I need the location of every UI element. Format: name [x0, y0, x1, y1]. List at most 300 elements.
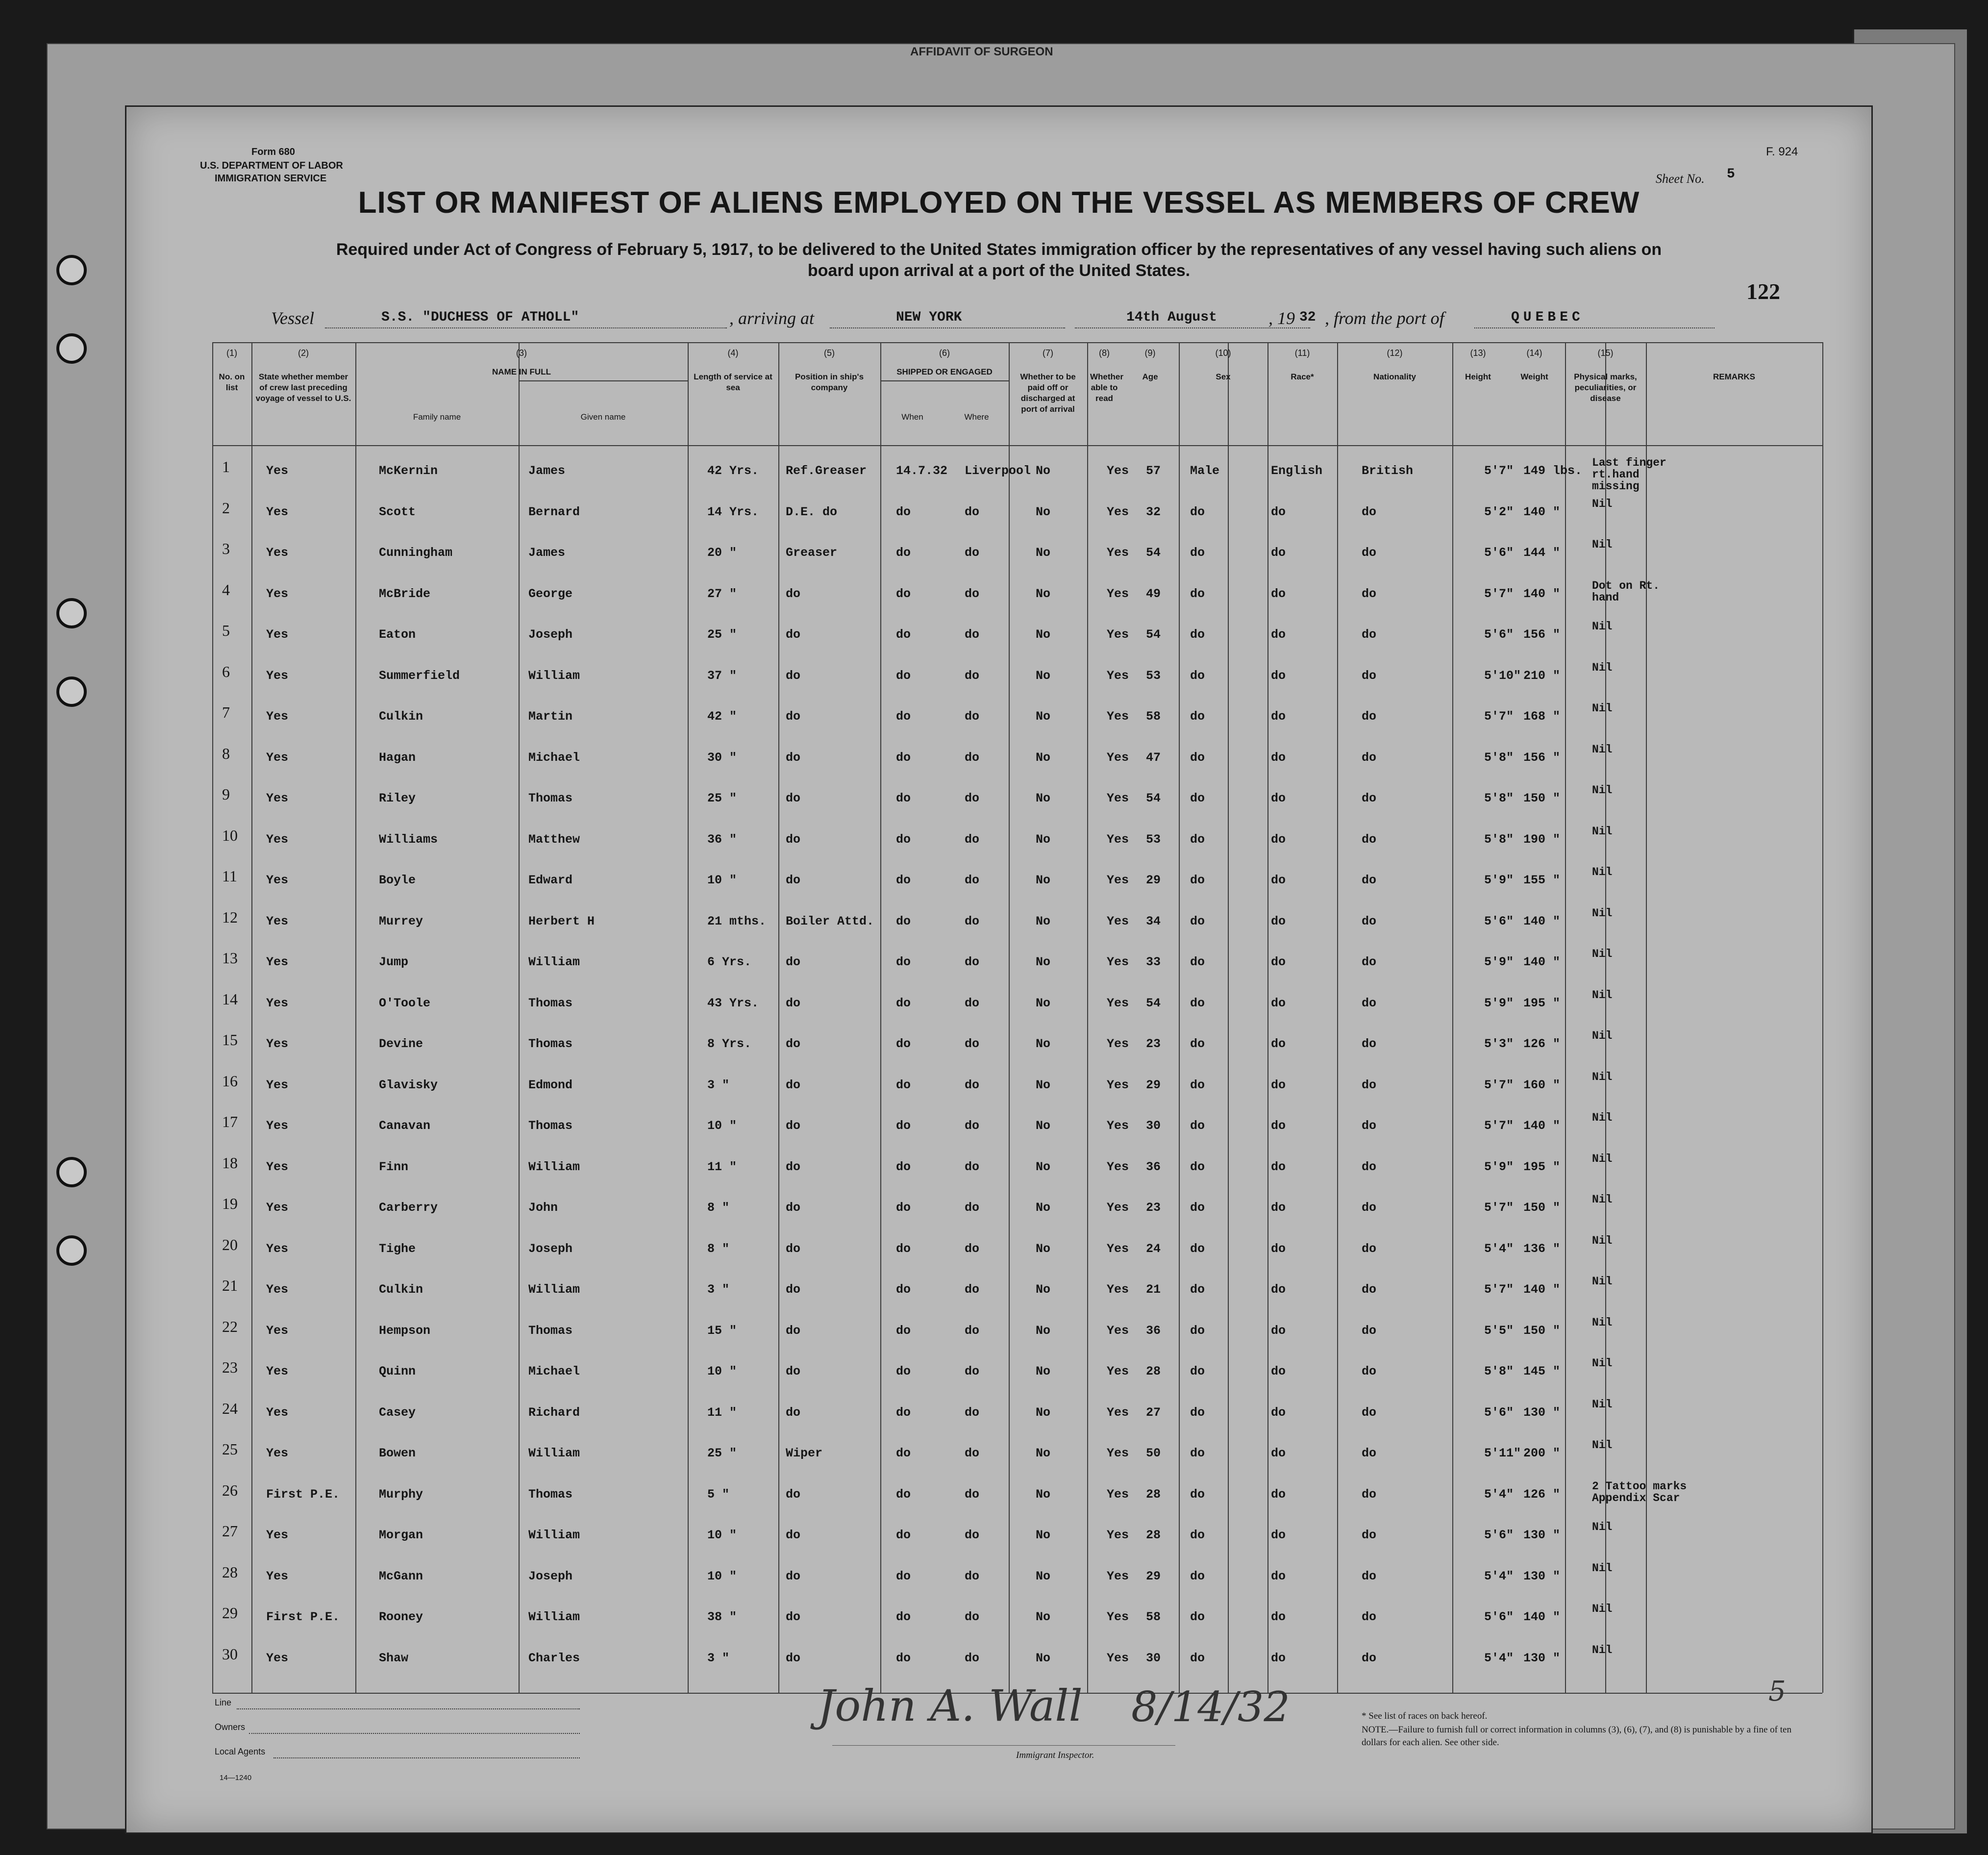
cell-position: do [786, 996, 801, 1010]
cell-where: do [965, 791, 980, 805]
cell-when: do [896, 1610, 911, 1624]
cell-race: do [1271, 586, 1286, 601]
cell-race: do [1271, 1487, 1286, 1502]
ring-hole [56, 1235, 87, 1266]
cell-position: do [786, 1201, 801, 1215]
cell-nationality: do [1362, 1282, 1377, 1297]
cell-race: do [1271, 1446, 1286, 1460]
cell-age: 29 [1146, 873, 1161, 887]
table-column-rule [880, 342, 881, 1693]
cell-position: do [786, 955, 801, 969]
cell-height: 5'9" [1484, 955, 1514, 969]
cell-position: do [786, 1610, 801, 1624]
cell-age: 29 [1146, 1078, 1161, 1092]
cell-nationality: do [1362, 546, 1377, 560]
cell-where: do [965, 668, 980, 683]
cell-when: do [896, 1651, 911, 1665]
department-name: U.S. DEPARTMENT OF LABOR [200, 160, 343, 171]
cell-sex: do [1190, 1569, 1205, 1583]
cell-given: Edmond [528, 1078, 573, 1092]
cell-marks: Nil [1592, 1111, 1613, 1124]
cell-prev: Yes [266, 914, 289, 928]
cell-paid: No [1036, 1282, 1051, 1297]
cell-when: do [896, 1569, 911, 1583]
cell-family: Jump [379, 955, 409, 969]
cell-race: do [1271, 1201, 1286, 1215]
cell-age: 24 [1146, 1241, 1161, 1256]
table-column-rule [1452, 342, 1453, 1693]
cell-weight: 210 " [1523, 668, 1561, 683]
local-agents-field [273, 1756, 580, 1758]
cell-read: Yes [1107, 1037, 1129, 1051]
cell-family: O'Toole [379, 996, 431, 1010]
cell-position: do [786, 873, 801, 887]
cell-height: 5'6" [1484, 1610, 1514, 1624]
service-name: IMMIGRATION SERVICE [215, 173, 327, 184]
cell-read: Yes [1107, 1201, 1129, 1215]
column-number: (13) [1470, 348, 1486, 358]
sheet-label: Sheet No. [1656, 172, 1705, 186]
cell-sex: do [1190, 832, 1205, 847]
cell-when: do [896, 1487, 911, 1502]
cell-family: Boyle [379, 873, 416, 887]
cell-family: Carberry [379, 1201, 438, 1215]
cell-when: 14.7.32 [896, 464, 948, 478]
row-number: 27 [222, 1522, 238, 1540]
cell-race: do [1271, 750, 1286, 765]
cell-nationality: do [1362, 996, 1377, 1010]
cell-marks: Nil [1592, 743, 1613, 756]
cell-position: do [786, 1119, 801, 1133]
cell-position: do [786, 750, 801, 765]
cell-prev: Yes [266, 546, 289, 560]
cell-nationality: do [1362, 709, 1377, 724]
cell-age: 57 [1146, 464, 1161, 478]
cell-nationality: do [1362, 1405, 1377, 1420]
cell-where: do [965, 627, 980, 642]
cell-weight: 156 " [1523, 627, 1561, 642]
cell-service: 25 " [707, 791, 737, 805]
column-header: SHIPPED OR ENGAGED [896, 367, 993, 376]
cell-paid: No [1036, 627, 1051, 642]
cell-family: Cunningham [379, 546, 453, 560]
cell-weight: 150 " [1523, 1201, 1561, 1215]
vessel-name: S.S. "DUCHESS OF ATHOLL" [381, 310, 579, 325]
cell-height: 5'6" [1484, 546, 1514, 560]
cell-where: do [965, 1037, 980, 1051]
cell-height: 5'5" [1484, 1323, 1514, 1338]
cell-nationality: British [1362, 464, 1414, 478]
column-header: Physical marks, peculiarities, or disease [1574, 372, 1637, 403]
cell-service: 6 Yrs. [707, 955, 752, 969]
cell-prev: Yes [266, 1037, 289, 1051]
cell-nationality: do [1362, 1569, 1377, 1583]
cell-nationality: do [1362, 1528, 1377, 1542]
cell-paid: No [1036, 1201, 1051, 1215]
cell-position: Boiler Attd. [786, 914, 874, 928]
column-number: (11) [1294, 348, 1310, 358]
cell-race: do [1271, 1610, 1286, 1624]
cell-marks: Nil [1592, 1070, 1613, 1083]
cell-when: do [896, 1446, 911, 1460]
cell-marks: Nil [1592, 702, 1613, 715]
cell-paid: No [1036, 1446, 1051, 1460]
cell-service: 11 " [707, 1159, 737, 1174]
cell-family: Culkin [379, 709, 423, 724]
inspector-signature: John A. Wall [818, 1680, 1083, 1731]
cell-marks: Nil [1592, 1275, 1613, 1288]
cell-given: James [528, 546, 566, 560]
penalty-note: NOTE.—Failure to furnish full or correct information in columns (3), (6), (7), and (8) is punishable by a fine of ten dollars for each alien. See other side. [1362, 1725, 1791, 1748]
cell-where: do [965, 750, 980, 765]
cell-position: do [786, 1364, 801, 1379]
cell-nationality: do [1362, 955, 1377, 969]
cell-prev: Yes [266, 750, 289, 765]
cell-position: do [786, 1159, 801, 1174]
form-code: 14—1240 [220, 1774, 252, 1782]
column-subheader: Given name [580, 412, 626, 422]
cell-race: do [1271, 955, 1286, 969]
cell-read: Yes [1107, 546, 1129, 560]
row-number: 16 [222, 1072, 238, 1090]
cell-family: Devine [379, 1037, 423, 1051]
row-number: 20 [222, 1235, 238, 1253]
row-number: 8 [222, 744, 230, 762]
cell-nationality: do [1362, 1610, 1377, 1624]
cell-position: do [786, 1323, 801, 1338]
row-number: 26 [222, 1481, 238, 1499]
cell-nationality: do [1362, 1241, 1377, 1256]
cell-prev: Yes [266, 1569, 289, 1583]
cell-position: do [786, 1405, 801, 1420]
cell-height: 5'10" [1484, 668, 1521, 683]
column-number: (2) [298, 348, 309, 358]
cell-age: 36 [1146, 1159, 1161, 1174]
cell-read: Yes [1107, 873, 1129, 887]
cell-position: Greaser [786, 546, 838, 560]
cell-paid: No [1036, 1119, 1051, 1133]
table-column-rule [1822, 342, 1823, 1693]
table-column-rule [1087, 342, 1088, 1693]
cell-marks: Nil [1592, 1234, 1613, 1247]
cell-marks: Nil [1592, 1029, 1613, 1042]
cell-family: Riley [379, 791, 416, 805]
cell-sex: do [1190, 1119, 1205, 1133]
cell-height: 5'6" [1484, 1528, 1514, 1542]
cell-paid: No [1036, 709, 1051, 724]
cell-position: do [786, 1241, 801, 1256]
cell-prev: Yes [266, 955, 289, 969]
cell-height: 5'9" [1484, 996, 1514, 1010]
cell-paid: No [1036, 1569, 1051, 1583]
cell-sex: do [1190, 546, 1205, 560]
cell-given: William [528, 1528, 580, 1542]
arrival-year: 32 [1299, 310, 1316, 325]
cell-sex: do [1190, 873, 1205, 887]
cell-prev: Yes [266, 709, 289, 724]
cell-given: William [528, 1446, 580, 1460]
line-label: Line [215, 1698, 232, 1707]
column-header: Length of service at sea [694, 372, 772, 393]
cell-sex: do [1190, 1364, 1205, 1379]
cell-where: do [965, 1405, 980, 1420]
cell-nationality: do [1362, 832, 1377, 847]
cell-sex: do [1190, 1610, 1205, 1624]
cell-nationality: do [1362, 1446, 1377, 1460]
cell-service: 8 " [707, 1201, 730, 1215]
cell-nationality: do [1362, 504, 1377, 519]
cell-prev: Yes [266, 996, 289, 1010]
cell-read: Yes [1107, 627, 1129, 642]
table-column-rule [1267, 342, 1268, 1693]
cell-given: Thomas [528, 791, 573, 805]
cell-family: Murrey [379, 914, 423, 928]
cell-read: Yes [1107, 1323, 1129, 1338]
cell-sex: do [1190, 1446, 1205, 1460]
cell-when: do [896, 709, 911, 724]
cell-given: George [528, 586, 573, 601]
cell-family: Morgan [379, 1528, 423, 1542]
cell-nationality: do [1362, 668, 1377, 683]
cell-when: do [896, 1201, 911, 1215]
cell-paid: No [1036, 504, 1051, 519]
cell-read: Yes [1107, 1405, 1129, 1420]
cell-weight: 140 " [1523, 1282, 1561, 1297]
cell-given: Richard [528, 1405, 580, 1420]
cell-height: 5'2" [1484, 504, 1514, 519]
cell-read: Yes [1107, 914, 1129, 928]
cell-sex: do [1190, 709, 1205, 724]
sheet-number: 5 [1727, 167, 1735, 182]
table-column-rule [212, 342, 213, 1693]
cell-weight: 150 " [1523, 791, 1561, 805]
cell-family: Scott [379, 504, 416, 519]
cell-where: do [965, 1282, 980, 1297]
cell-prev: Yes [266, 1078, 289, 1092]
column-header: Whether able to read [1090, 372, 1123, 403]
cell-marks: Nil [1592, 1521, 1613, 1533]
cell-marks: Nil [1592, 1152, 1613, 1165]
ring-hole [56, 255, 87, 285]
column-number: (1) [226, 348, 237, 358]
cell-paid: No [1036, 464, 1051, 478]
cell-sex: do [1190, 1201, 1205, 1215]
owners-field [249, 1732, 580, 1734]
cell-race: English [1271, 464, 1323, 478]
cell-marks: Last finger rt.hand missing [1592, 456, 1666, 493]
cell-when: do [896, 832, 911, 847]
cell-age: 30 [1146, 1119, 1161, 1133]
cell-prev: Yes [266, 627, 289, 642]
cell-weight: 140 " [1523, 1610, 1561, 1624]
table-row-rule [212, 445, 1822, 446]
cell-weight: 150 " [1523, 1323, 1561, 1338]
cell-service: 3 " [707, 1078, 730, 1092]
cell-paid: No [1036, 1487, 1051, 1502]
column-header: Weight [1520, 372, 1548, 381]
cell-sex: do [1190, 668, 1205, 683]
cell-family: Hagan [379, 750, 416, 765]
cell-given: Michael [528, 750, 580, 765]
cell-nationality: do [1362, 627, 1377, 642]
cell-position: do [786, 791, 801, 805]
cell-read: Yes [1107, 1159, 1129, 1174]
cell-weight: 140 " [1523, 914, 1561, 928]
cell-where: do [965, 1159, 980, 1174]
cell-age: 54 [1146, 546, 1161, 560]
column-number: (10) [1215, 348, 1231, 358]
row-number: 24 [222, 1399, 238, 1417]
cell-height: 5'8" [1484, 832, 1514, 847]
cell-paid: No [1036, 586, 1051, 601]
cell-service: 15 " [707, 1323, 737, 1338]
cell-nationality: do [1362, 1651, 1377, 1665]
cell-prev: Yes [266, 1446, 289, 1460]
cell-family: Eaton [379, 627, 416, 642]
cell-prev: Yes [266, 1364, 289, 1379]
cell-nationality: do [1362, 791, 1377, 805]
cell-family: Summerfield [379, 668, 460, 683]
row-number: 3 [222, 540, 230, 557]
cell-where: do [965, 1364, 980, 1379]
cell-paid: No [1036, 914, 1051, 928]
cell-age: 23 [1146, 1201, 1161, 1215]
cell-service: 25 " [707, 1446, 737, 1460]
signature-line [832, 1744, 1175, 1746]
cell-service: 20 " [707, 546, 737, 560]
row-number: 5 [222, 622, 230, 639]
cell-paid: No [1036, 668, 1051, 683]
cell-when: do [896, 1241, 911, 1256]
cell-given: Joseph [528, 1569, 573, 1583]
cell-nationality: do [1362, 1078, 1377, 1092]
cell-where: do [965, 586, 980, 601]
cell-age: 27 [1146, 1405, 1161, 1420]
cell-when: do [896, 791, 911, 805]
column-number: (9) [1144, 348, 1156, 358]
cell-family: Williams [379, 832, 438, 847]
cell-height: 5'7" [1484, 1078, 1514, 1092]
cell-age: 49 [1146, 586, 1161, 601]
column-header: Sex [1216, 372, 1231, 381]
cell-position: do [786, 832, 801, 847]
cell-family: Murphy [379, 1487, 423, 1502]
cell-race: do [1271, 791, 1286, 805]
row-number: 30 [222, 1645, 238, 1663]
cell-weight: 149 lbs. [1523, 464, 1583, 478]
table-column-rule [1337, 342, 1338, 1693]
column-subheader: Where [964, 412, 989, 422]
vessel-label: Vessel [271, 308, 314, 328]
column-number: (3) [516, 348, 527, 358]
cell-marks: Nil [1592, 1439, 1613, 1452]
cell-family: Culkin [379, 1282, 423, 1297]
cell-nationality: do [1362, 1037, 1377, 1051]
cell-given: Thomas [528, 1037, 573, 1051]
cell-race: do [1271, 546, 1286, 560]
cell-family: McBride [379, 586, 431, 601]
cell-paid: No [1036, 1323, 1051, 1338]
row-number: 23 [222, 1358, 238, 1376]
cell-where: do [965, 955, 980, 969]
ring-hole [56, 598, 87, 628]
cell-service: 11 " [707, 1405, 737, 1420]
column-header: State whether member of crew last preceding voyage of vessel to U.S. [255, 372, 351, 403]
cell-service: 10 " [707, 1119, 737, 1133]
cell-sex: Male [1190, 464, 1220, 478]
cell-position: do [786, 709, 801, 724]
cell-prev: First P.E. [266, 1610, 340, 1624]
cell-marks: Nil [1592, 1193, 1613, 1206]
cell-family: Tighe [379, 1241, 416, 1256]
cell-weight: 168 " [1523, 709, 1561, 724]
cell-height: 5'8" [1484, 750, 1514, 765]
cell-paid: No [1036, 873, 1051, 887]
cell-when: do [896, 504, 911, 519]
cell-position: Ref.Greaser [786, 464, 867, 478]
vessel-line [271, 308, 1717, 337]
cell-marks: Nil [1592, 988, 1613, 1002]
cell-service: 14 Yrs. [707, 504, 759, 519]
column-number: (12) [1387, 348, 1403, 358]
cell-sex: do [1190, 504, 1205, 519]
cell-age: 36 [1146, 1323, 1161, 1338]
table-row-rule [519, 380, 688, 381]
cell-where: do [965, 546, 980, 560]
cell-prev: Yes [266, 464, 289, 478]
cell-race: do [1271, 996, 1286, 1010]
cell-weight: 195 " [1523, 996, 1561, 1010]
cell-marks: Nil [1592, 1561, 1613, 1575]
cell-when: do [896, 1364, 911, 1379]
cell-marks: Nil [1592, 948, 1613, 960]
cell-given: Edward [528, 873, 573, 887]
line-field [237, 1707, 580, 1709]
cell-marks: Dot on Rt. hand [1592, 579, 1660, 604]
cell-weight: 130 " [1523, 1569, 1561, 1583]
cell-age: 32 [1146, 504, 1161, 519]
cell-race: do [1271, 1037, 1286, 1051]
cell-service: 3 " [707, 1651, 730, 1665]
cell-when: do [896, 627, 911, 642]
cell-race: do [1271, 832, 1286, 847]
cell-prev: Yes [266, 791, 289, 805]
cell-paid: No [1036, 996, 1051, 1010]
column-header: Whether to be paid off or discharged at port of arrival [1020, 372, 1076, 414]
cell-service: 42 Yrs. [707, 464, 759, 478]
cell-age: 50 [1146, 1446, 1161, 1460]
cell-when: do [896, 668, 911, 683]
column-number: (14) [1526, 348, 1542, 358]
ring-hole [56, 677, 87, 707]
cell-prev: Yes [266, 586, 289, 601]
column-header: Height [1465, 372, 1491, 381]
cell-marks: Nil [1592, 538, 1613, 551]
cell-sex: do [1190, 1651, 1205, 1665]
cell-race: do [1271, 504, 1286, 519]
column-header: Age [1142, 372, 1158, 381]
cell-read: Yes [1107, 1528, 1129, 1542]
cell-sex: do [1190, 1323, 1205, 1338]
cell-service: 43 Yrs. [707, 996, 759, 1010]
table-column-rule [688, 342, 689, 1693]
cell-where: do [965, 873, 980, 887]
cell-read: Yes [1107, 832, 1129, 847]
cell-nationality: do [1362, 1323, 1377, 1338]
table-column-rule [1565, 342, 1566, 1693]
cell-weight: 140 " [1523, 586, 1561, 601]
cell-where: do [965, 1651, 980, 1665]
